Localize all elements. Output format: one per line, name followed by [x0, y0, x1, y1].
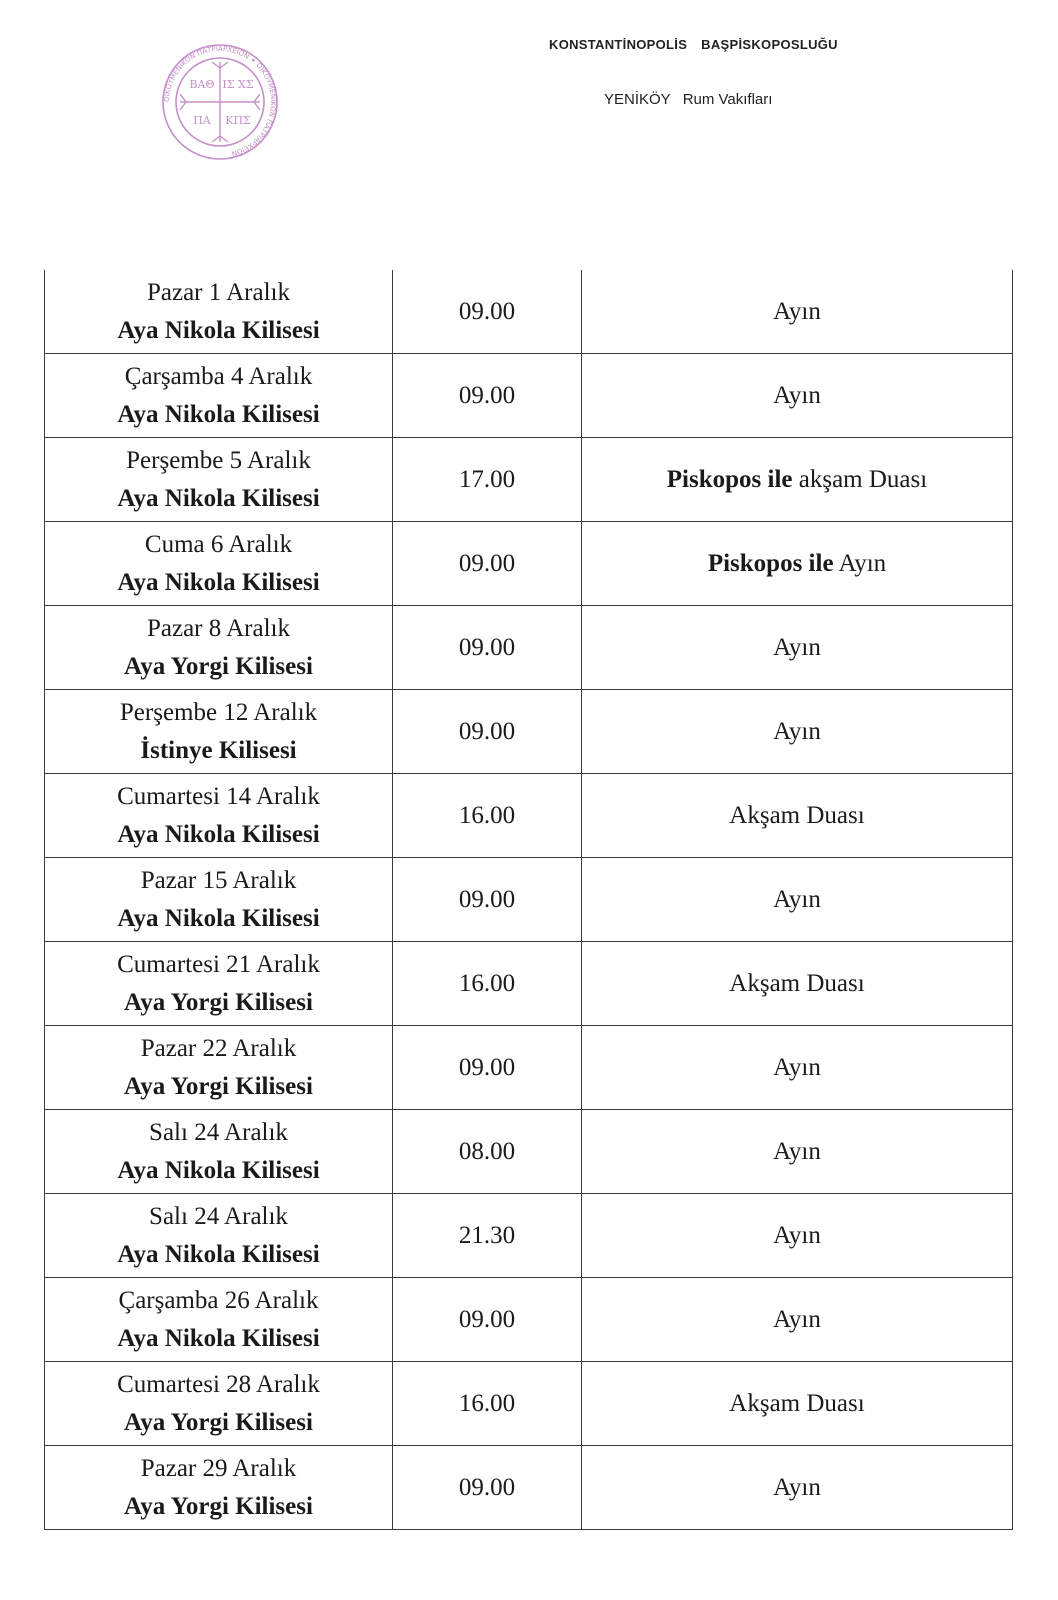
event-cell: [45, 438, 393, 522]
event-church: Aya Yorgi Kilisesi: [124, 988, 313, 1016]
event-church: Aya Nikola Kilisesi: [117, 316, 320, 344]
event-service-name: Ayın: [773, 633, 821, 661]
event-service-name: akşam Duası: [798, 465, 928, 493]
event-time: 16.00: [393, 1362, 582, 1446]
event-day: Pazar 8 Aralık: [146, 615, 290, 642]
event-service-bishop: Piskopos ile: [666, 465, 793, 493]
event-time: 09.00: [393, 606, 582, 690]
event-service: [582, 606, 1013, 690]
event-cell: [45, 354, 393, 438]
table-row: [45, 522, 1013, 606]
table-row: [45, 1194, 1013, 1278]
patriarchate-seal-icon: [160, 42, 280, 162]
event-cell: [45, 1110, 393, 1194]
event-cell: [45, 1194, 393, 1278]
event-time: 17.00: [393, 438, 582, 522]
event-service: [582, 690, 1013, 774]
header-archdiocese-part2: BAŞPİSKOPOSLUĞU: [701, 37, 838, 52]
event-cell: [45, 942, 393, 1026]
event-cell: [45, 270, 393, 354]
svg-text:ΚΠΣ: ΚΠΣ: [225, 114, 251, 127]
schedule-body: [45, 270, 1013, 1530]
event-service-name: Akşam Duası: [729, 801, 865, 829]
event-church: Aya Nikola Kilisesi: [117, 820, 320, 848]
event-cell: [45, 1362, 393, 1446]
event-service: [582, 858, 1013, 942]
header-foundation: [604, 91, 772, 108]
event-service-name: Ayın: [773, 1053, 821, 1081]
svg-text:ΠΑ: ΠΑ: [193, 114, 211, 127]
event-church: Aya Nikola Kilisesi: [117, 568, 320, 596]
event-day: Perşembe 5 Aralık: [126, 447, 311, 474]
event-church: Aya Yorgi Kilisesi: [124, 1072, 313, 1100]
event-day: Pazar 22 Aralık: [140, 1035, 297, 1062]
event-service-name: Ayın: [773, 1305, 821, 1333]
event-time: 09.00: [393, 354, 582, 438]
event-cell: [45, 690, 393, 774]
event-church: Aya Yorgi Kilisesi: [124, 1492, 313, 1520]
event-time: 16.00: [393, 942, 582, 1026]
table-row: [45, 1446, 1013, 1530]
table-row: [45, 438, 1013, 522]
header-foundation-part1: YENİKÖY: [604, 91, 671, 108]
event-time: 09.00: [393, 1026, 582, 1110]
table-row: [45, 942, 1013, 1026]
event-day: Cumartesi 28 Aralık: [117, 1371, 320, 1398]
event-service-bishop: Piskopos ile: [707, 549, 834, 577]
event-day: Cumartesi 21 Aralık: [117, 951, 320, 978]
event-cell: [45, 522, 393, 606]
table-row: [45, 1026, 1013, 1110]
event-time: 09.00: [393, 690, 582, 774]
event-church: Aya Nikola Kilisesi: [117, 400, 320, 428]
event-cell: [45, 1278, 393, 1362]
table-row: [45, 690, 1013, 774]
event-cell: [45, 774, 393, 858]
event-time: 09.00: [393, 522, 582, 606]
event-service: [582, 270, 1013, 354]
event-service-name: Ayın: [773, 381, 821, 409]
event-service-name: Ayın: [773, 1473, 821, 1501]
event-day: Çarşamba 4 Aralık: [124, 363, 313, 390]
event-service-name: Ayın: [773, 1137, 821, 1165]
svg-text:ΒΑΘ: ΒΑΘ: [189, 78, 215, 91]
event-service: [582, 774, 1013, 858]
svg-text:ΙΣ ΧΣ: ΙΣ ΧΣ: [222, 78, 254, 91]
event-time: 09.00: [393, 858, 582, 942]
event-church: Aya Nikola Kilisesi: [117, 484, 320, 512]
event-time: 09.00: [393, 1278, 582, 1362]
event-day: Pazar 15 Aralık: [140, 867, 297, 894]
event-time: 09.00: [393, 270, 582, 354]
event-service: [582, 1362, 1013, 1446]
table-row: [45, 774, 1013, 858]
table-row: [45, 1362, 1013, 1446]
table-row: [45, 270, 1013, 354]
event-day: Cuma 6 Aralık: [144, 531, 293, 558]
event-time: 08.00: [393, 1110, 582, 1194]
event-church: Aya Nikola Kilisesi: [117, 1240, 320, 1268]
event-day: Çarşamba 26 Aralık: [118, 1287, 319, 1314]
event-time: 21.30: [393, 1194, 582, 1278]
event-service: [582, 438, 1013, 522]
schedule-table: [44, 270, 1013, 1530]
header-archdiocese: [549, 37, 838, 52]
event-day: Salı 24 Aralık: [149, 1119, 288, 1146]
event-service-name: Ayın: [773, 717, 821, 745]
event-church: Aya Yorgi Kilisesi: [124, 1408, 313, 1436]
event-service-name: Ayın: [773, 297, 821, 325]
event-service-name: Akşam Duası: [729, 1389, 865, 1417]
table-row: [45, 1278, 1013, 1362]
event-day: Pazar 29 Aralık: [140, 1455, 297, 1482]
event-service-name: Akşam Duası: [729, 969, 865, 997]
event-cell: [45, 858, 393, 942]
event-service-name: Ayın: [838, 549, 887, 577]
header-foundation-part2: Rum Vakıfları: [682, 91, 773, 108]
event-time: 16.00: [393, 774, 582, 858]
event-church: İstinye Kilisesi: [140, 736, 297, 764]
event-time: 09.00: [393, 1446, 582, 1530]
event-day: Salı 24 Aralık: [149, 1203, 288, 1230]
event-church: Aya Nikola Kilisesi: [117, 1324, 320, 1352]
event-service: [582, 354, 1013, 438]
event-service: [582, 1278, 1013, 1362]
event-cell: [45, 1026, 393, 1110]
event-service: [582, 1110, 1013, 1194]
event-service-name: Ayın: [773, 885, 821, 913]
event-service: [582, 522, 1013, 606]
event-cell: [45, 606, 393, 690]
svg-text:ΟΙΚΟΥΜΕΝΙΚΟΝ ΠΑΤΡΙΑΡΧΕΙΟΝ ✦ ΟΙ: ΟΙΚΟΥΜΕΝΙΚΟΝ ΠΑΤΡΙΑΡΧΕΙΟΝ ✦ ΟΙΚΟΥΜΕΝΙΚΟΝ ΠΑΤΡΙΑΡΧΕΙΟΝ: [162, 44, 278, 158]
event-church: Aya Yorgi Kilisesi: [124, 652, 313, 680]
event-day: Perşembe 12 Aralık: [119, 699, 318, 726]
event-day: Pazar 1 Aralık: [146, 279, 290, 306]
event-service: [582, 1194, 1013, 1278]
event-service: [582, 1026, 1013, 1110]
table-row: [45, 354, 1013, 438]
table-row: [45, 858, 1013, 942]
event-service: [582, 1446, 1013, 1530]
header-archdiocese-part1: KONSTANTİNOPOLİS: [549, 37, 688, 52]
event-church: Aya Nikola Kilisesi: [117, 904, 320, 932]
event-service-name: Ayın: [773, 1221, 821, 1249]
table-row: [45, 606, 1013, 690]
event-church: Aya Nikola Kilisesi: [117, 1156, 320, 1184]
table-row: [45, 1110, 1013, 1194]
event-day: Cumartesi 14 Aralık: [117, 783, 320, 810]
event-service: [582, 942, 1013, 1026]
event-cell: [45, 1446, 393, 1530]
